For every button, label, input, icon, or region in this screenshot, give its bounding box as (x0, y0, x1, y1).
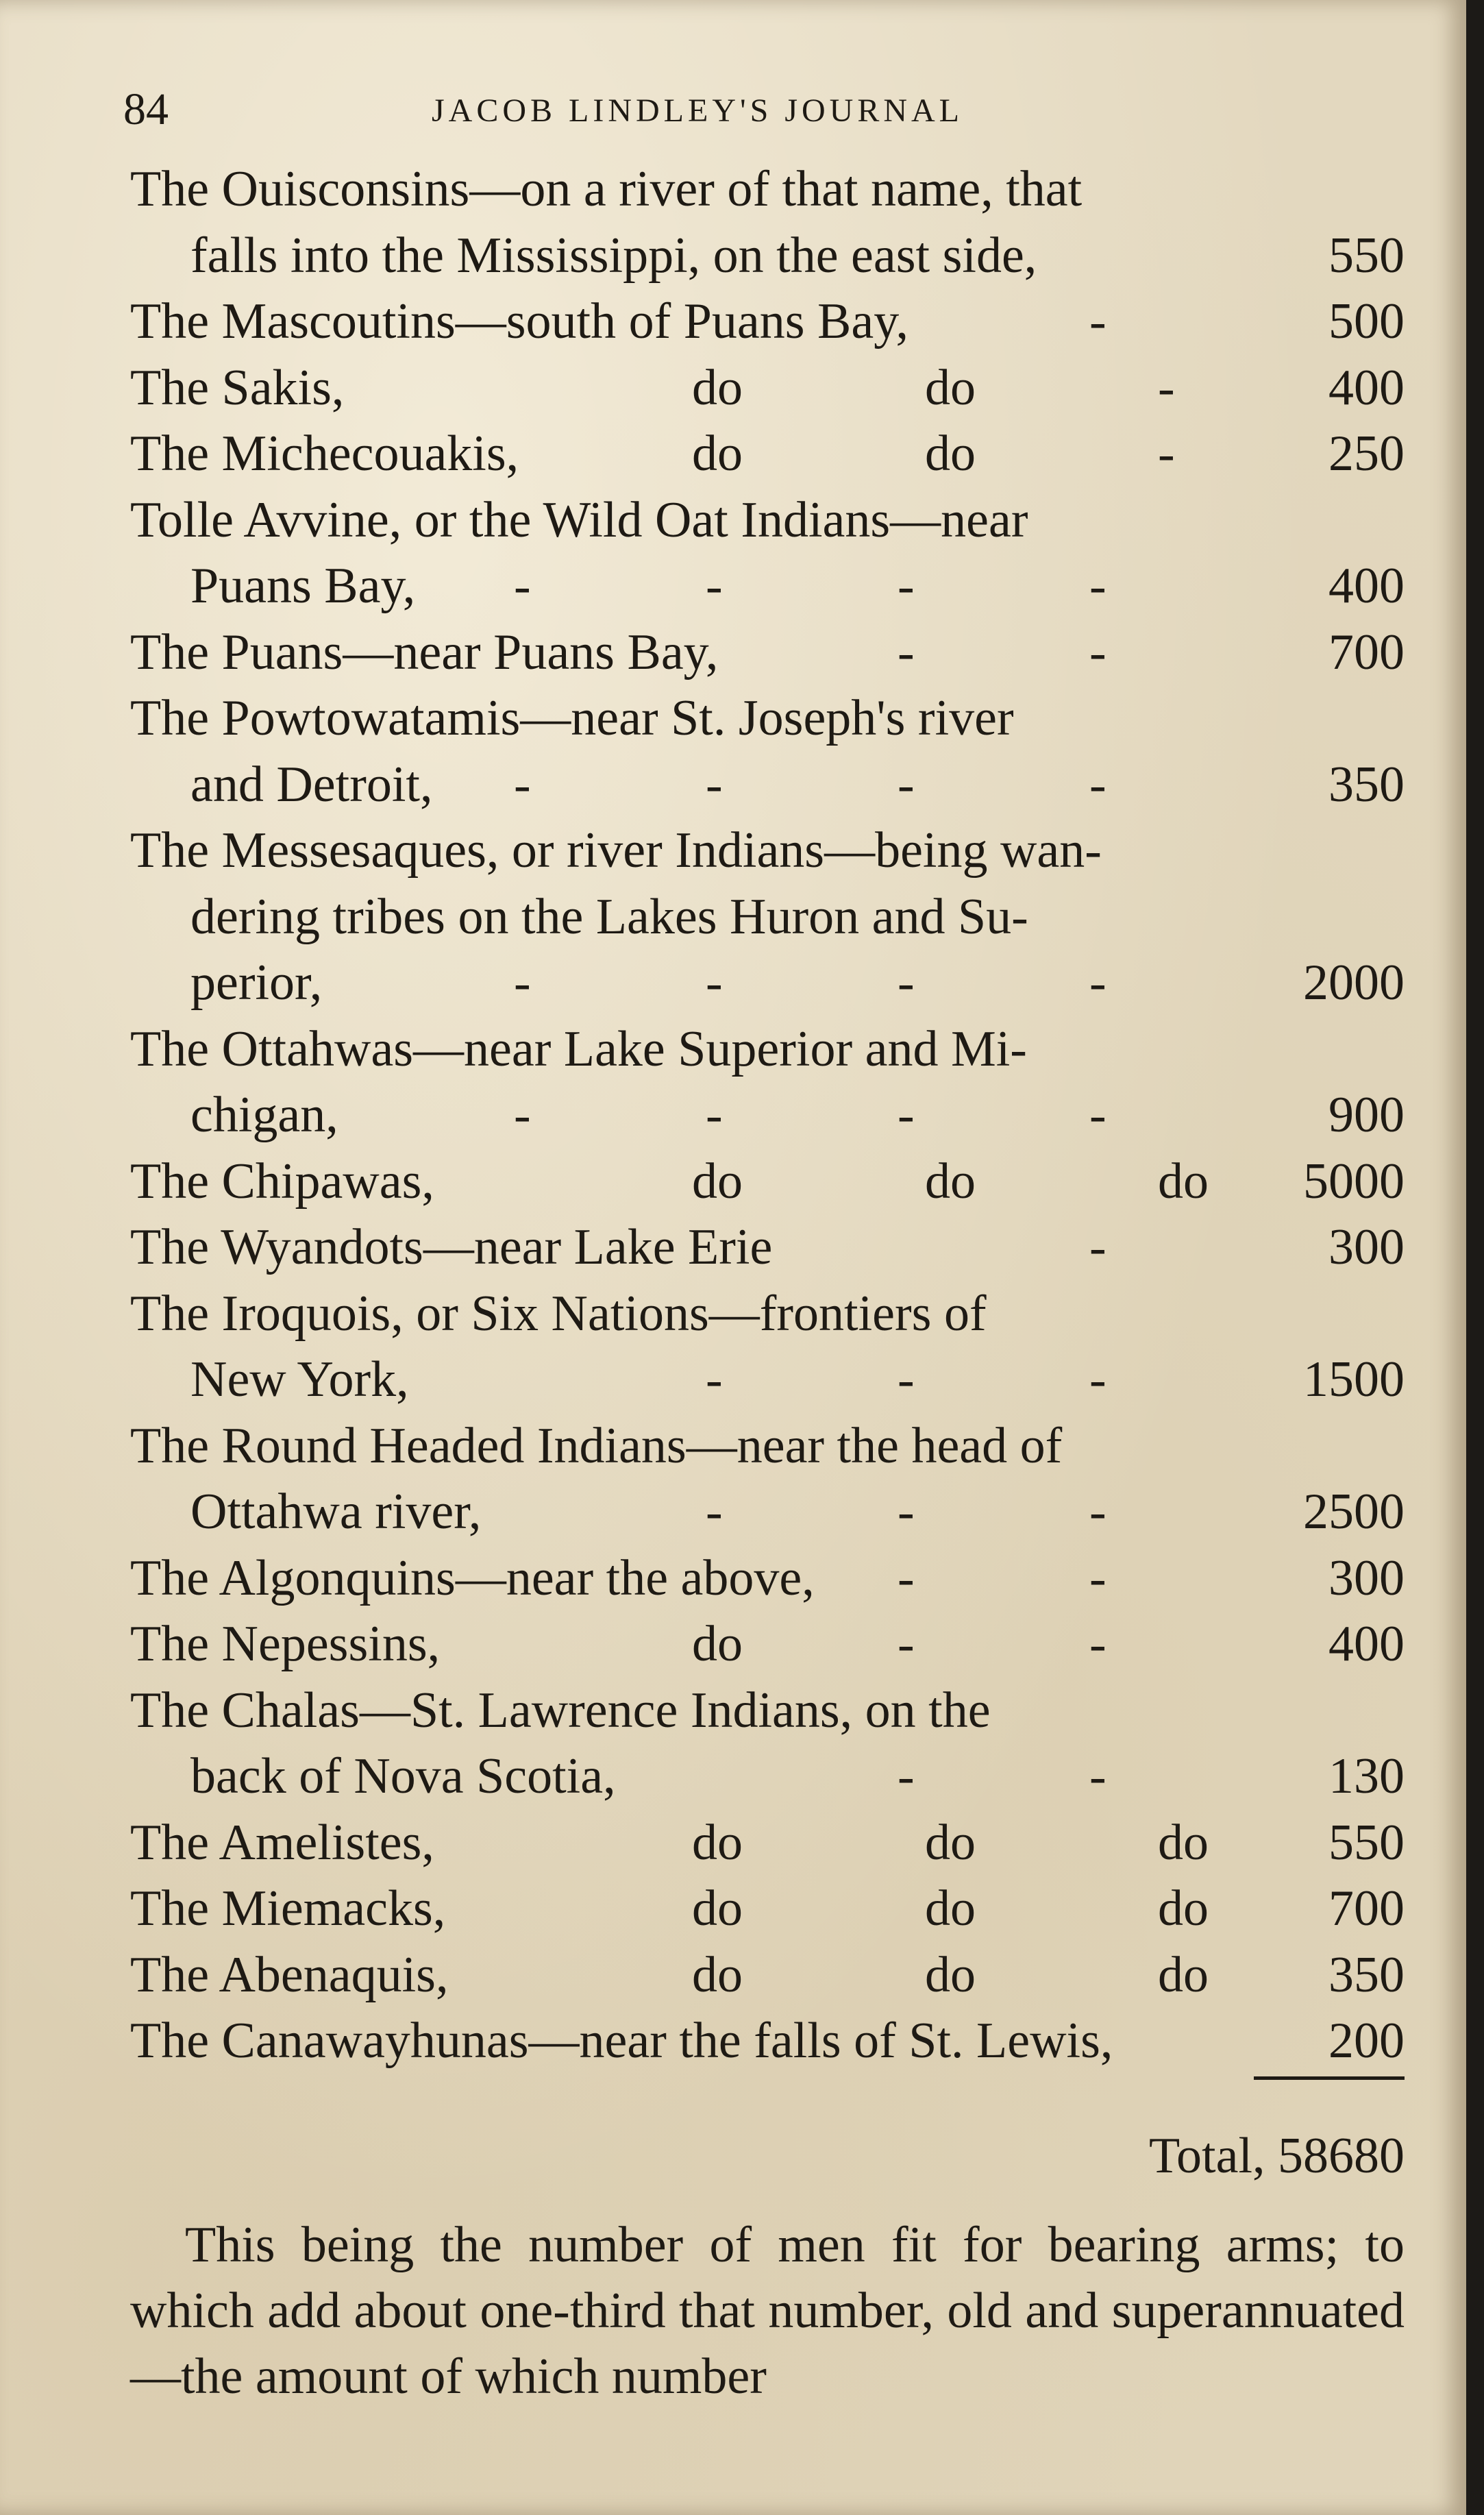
row-text: back of Nova Scotia, (190, 1748, 616, 1804)
population-count: 200 (1328, 2013, 1405, 2069)
population-count: 2500 (1303, 1484, 1405, 1540)
row-text: The Chalas—St. Lawrence Indians, on the (130, 1682, 991, 1739)
leader-dash: - (706, 558, 723, 614)
population-count: 550 (1328, 227, 1405, 284)
leader-dash: - (1089, 1748, 1106, 1804)
table-row (130, 1214, 1405, 1281)
population-count: 1500 (1303, 1351, 1405, 1408)
leader-dash: - (1089, 955, 1106, 1011)
row-text: The Algonquins—near the above, (130, 1549, 815, 1606)
population-count: 300 (1328, 1219, 1405, 1275)
ditto-mark: do (925, 426, 976, 482)
page-header (123, 82, 1069, 137)
leader-dash: - (514, 756, 531, 813)
leader-dash: - (1089, 1484, 1106, 1540)
total-rule (1254, 2076, 1405, 2080)
leader-dash: - (898, 558, 915, 614)
row-text: The Round Headed Indians—near the head of (130, 1417, 1063, 1474)
table-row (130, 1347, 1405, 1413)
table-row (130, 1942, 1405, 2009)
leader-dash: - (1089, 558, 1106, 614)
leader-dash: - (1089, 1616, 1106, 1672)
row-text: The Chipawas, (130, 1153, 434, 1210)
row-text: The Puans—near Puans Bay, (130, 624, 719, 680)
population-count: 130 (1328, 1748, 1405, 1804)
leader-dash: - (1089, 1351, 1106, 1408)
row-text: The Sakis, (130, 359, 345, 416)
leader-dash: - (706, 1351, 723, 1408)
table-row (130, 1810, 1405, 1876)
leader-dash: - (898, 1616, 915, 1672)
table-row (130, 1479, 1405, 1545)
ditto-mark: do (925, 359, 976, 416)
row-text: The Messesaques, or river Indians—being wan- (130, 822, 1102, 879)
table-row (130, 289, 1405, 355)
population-count: 700 (1328, 1880, 1405, 1937)
ditto-mark: do (692, 1616, 743, 1672)
table-row (130, 950, 1405, 1016)
ditto-mark: do (925, 1814, 976, 1871)
table-row (130, 1281, 1405, 1347)
leader-dash: - (706, 955, 723, 1011)
leader-dash: - (1089, 1549, 1106, 1606)
row-text: The Abenaquis, (130, 1946, 449, 2003)
population-count: 700 (1328, 624, 1405, 680)
row-text: Puans Bay, (190, 558, 416, 614)
leader-dash: - (1089, 293, 1106, 349)
leader-dash: - (1158, 359, 1175, 416)
population-count: 2000 (1303, 955, 1405, 1011)
total-line: Total, 58680 (1149, 2128, 1405, 2184)
row-text: The Nepessins, (130, 1616, 441, 1672)
row-text: The Amelistes, (130, 1814, 434, 1871)
row-text: Tolle Avvine, or the Wild Oat Indians—near (130, 491, 1028, 548)
leader-dash: - (898, 1748, 915, 1804)
leader-dash: - (514, 558, 531, 614)
population-count: 400 (1328, 359, 1405, 416)
leader-dash: - (1089, 1087, 1106, 1143)
leader-dash: - (706, 1484, 723, 1540)
ditto-mark: do (1158, 1814, 1209, 1871)
row-text: The Ouisconsins—on a river of that name, that (130, 161, 1083, 217)
row-text: The Iroquois, or Six Nations—frontiers of (130, 1285, 987, 1342)
population-count: 500 (1328, 293, 1405, 349)
page-number: 84 (123, 84, 169, 134)
row-text: The Mascoutins—south of Puans Bay, (130, 293, 908, 349)
table-row (130, 1545, 1405, 1612)
leader-dash: - (706, 1087, 723, 1143)
row-text: The Ottahwas—near Lake Superior and Mi- (130, 1020, 1027, 1077)
row-text: The Canawayhunas—near the falls of St. Lewis, (130, 2013, 1113, 2069)
table-row (130, 223, 1405, 289)
leader-dash: - (1089, 624, 1106, 680)
population-count: 550 (1328, 1814, 1405, 1871)
table-row (130, 619, 1405, 686)
ditto-mark: do (692, 359, 743, 416)
table-row (130, 487, 1405, 554)
row-text: New York, (190, 1351, 409, 1408)
row-text: The Powtowatamis—near St. Joseph's river (130, 690, 1014, 746)
table-row (130, 355, 1405, 421)
leader-dash: - (898, 1087, 915, 1143)
table-row (130, 1016, 1405, 1083)
leader-dash: - (898, 1549, 915, 1606)
row-text: perior, (190, 955, 323, 1011)
ditto-mark: do (1158, 1153, 1209, 1210)
table-row (130, 553, 1405, 619)
table-row (130, 1678, 1405, 1744)
body-paragraph: This being the number of men fit for bearing arms; to which add about one-third that number, old and superannuated—the amount of which number (130, 2217, 1405, 2405)
leader-dash: - (1089, 1219, 1106, 1275)
table-row (130, 1413, 1405, 1480)
leader-dash: - (514, 1087, 531, 1143)
table-row (130, 421, 1405, 487)
population-count: 5000 (1303, 1153, 1405, 1210)
leader-dash: - (706, 756, 723, 813)
leader-dash: - (898, 1484, 915, 1540)
ditto-mark: do (1158, 1946, 1209, 2003)
leader-dash: - (514, 955, 531, 1011)
table-row (130, 1149, 1405, 1215)
table-row (130, 884, 1405, 950)
ditto-mark: do (692, 1880, 743, 1937)
population-count: 250 (1328, 426, 1405, 482)
population-count: 400 (1328, 558, 1405, 614)
row-text: The Michecouakis, (130, 426, 519, 482)
leader-dash: - (1158, 426, 1175, 482)
row-text: dering tribes on the Lakes Huron and Su- (190, 888, 1028, 945)
row-text: chigan, (190, 1087, 338, 1143)
leader-dash: - (1089, 756, 1106, 813)
table-row (130, 1743, 1405, 1810)
running-head: JACOB LINDLEY'S JOURNAL (432, 93, 963, 129)
table-row (130, 1611, 1405, 1678)
table-row (130, 2008, 1405, 2074)
row-text: The Wyandots—near Lake Erie (130, 1219, 773, 1275)
table-row (130, 818, 1405, 884)
population-count: 300 (1328, 1549, 1405, 1606)
ditto-mark: do (692, 1814, 743, 1871)
row-text: and Detroit, (190, 756, 433, 813)
tribe-population-table (130, 156, 1405, 2074)
table-row (130, 1082, 1405, 1149)
ditto-mark: do (925, 1153, 976, 1210)
table-row (130, 156, 1405, 223)
ditto-mark: do (692, 426, 743, 482)
population-count: 900 (1328, 1087, 1405, 1143)
ditto-mark: do (925, 1880, 976, 1937)
leader-dash: - (898, 955, 915, 1011)
row-text: The Miemacks, (130, 1880, 446, 1937)
table-row (130, 1876, 1405, 1942)
population-count: 400 (1328, 1616, 1405, 1672)
population-count: 350 (1328, 1946, 1405, 2003)
leader-dash: - (898, 1351, 915, 1408)
ditto-mark: do (692, 1946, 743, 2003)
ditto-mark: do (1158, 1880, 1209, 1937)
ditto-mark: do (925, 1946, 976, 2003)
table-row (130, 752, 1405, 818)
leader-dash: - (898, 624, 915, 680)
row-text: falls into the Mississippi, on the east side, (190, 227, 1037, 284)
leader-dash: - (898, 756, 915, 813)
population-count: 350 (1328, 756, 1405, 813)
row-text: Ottahwa river, (190, 1484, 482, 1540)
ditto-mark: do (692, 1153, 743, 1210)
table-row (130, 685, 1405, 752)
